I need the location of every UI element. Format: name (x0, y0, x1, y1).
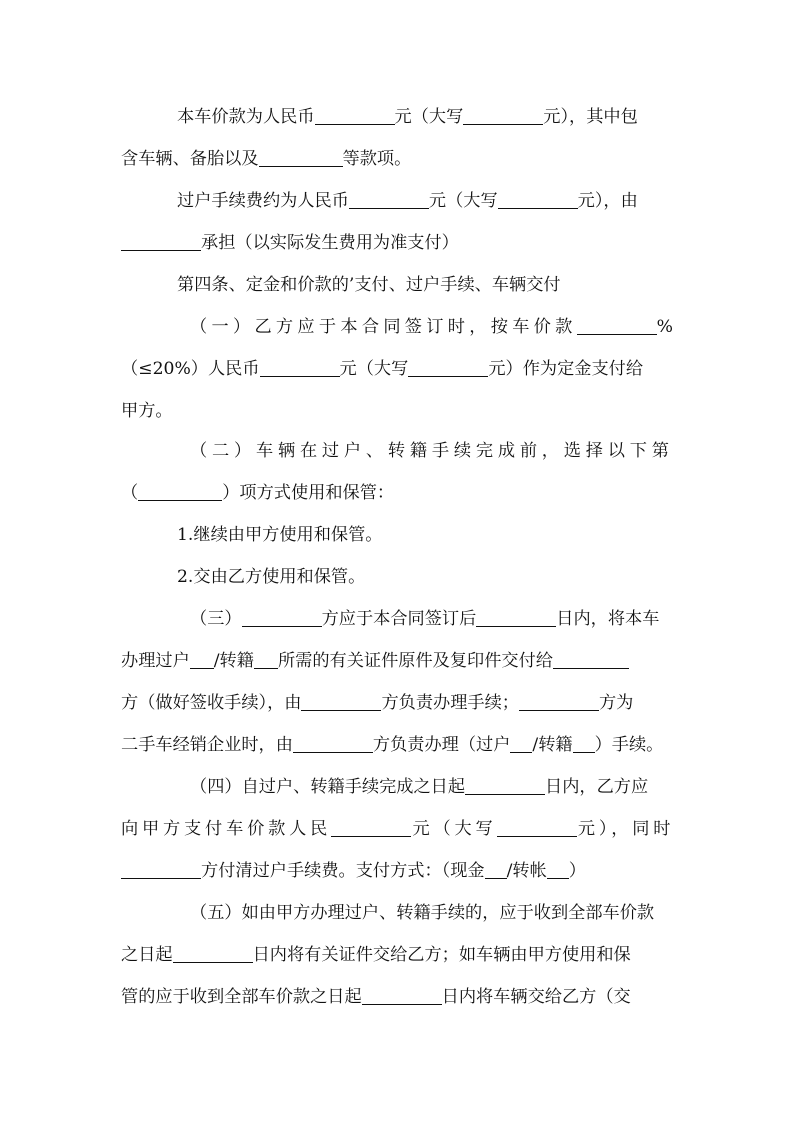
doc-line-5 (177, 273, 673, 297)
text: 元（大写 (428, 191, 498, 211)
text: 二手车经销企业时，由 (121, 735, 293, 755)
doc-line-4 (121, 231, 673, 255)
blank-field[interactable] (408, 358, 488, 377)
doc-line-14 (121, 649, 673, 673)
doc-line-10 (121, 481, 673, 505)
text: （ (121, 483, 139, 503)
doc-line-16 (121, 733, 673, 757)
text: /转籍 (532, 735, 573, 755)
text: 甲方。 (121, 401, 173, 421)
blank-field[interactable] (463, 106, 543, 125)
text: （四）自过户、转籍手续完成之日起 (190, 777, 466, 797)
blank-field[interactable] (553, 650, 629, 669)
blank-field[interactable] (121, 860, 201, 879)
text: （五）如由甲方办理过户、转籍手续的，应于收到全部车价款 (190, 903, 655, 923)
doc-line-15 (121, 691, 673, 715)
doc-line-6 (190, 315, 673, 339)
text: % (656, 317, 673, 337)
text: 方应于本合同签订后 (321, 609, 477, 629)
doc-line-19 (121, 859, 673, 883)
blank-field[interactable] (485, 860, 507, 879)
text: 元）作为定金支付给 (488, 359, 644, 379)
doc-line-3 (177, 189, 673, 213)
blank-field[interactable] (259, 148, 343, 167)
blank-field[interactable] (497, 818, 577, 837)
text: /转帐 (506, 861, 547, 881)
blank-field[interactable] (315, 106, 395, 125)
blank-field[interactable] (260, 358, 340, 377)
doc-line-12 (177, 565, 673, 589)
text: 元（大写 (411, 819, 497, 839)
blank-field[interactable] (173, 944, 253, 963)
blank-field[interactable] (242, 608, 322, 627)
text: 本车价款为人民币 (177, 107, 315, 127)
blank-field[interactable] (138, 482, 222, 501)
text: 管的应于收到全部车价款之日起 (121, 987, 362, 1007)
text: 元），由 (577, 191, 638, 211)
text: （二）车辆在过户、转籍手续完成前，选择以下第 (190, 441, 674, 461)
text: 含车辆、备胎以及 (121, 149, 259, 169)
blank-field[interactable] (301, 692, 381, 711)
text: 之日起 (121, 945, 173, 965)
text: （三） (190, 609, 242, 629)
text: 元（大写 (339, 359, 409, 379)
text: 方（做好签收手续），由 (121, 693, 302, 713)
blank-field[interactable] (476, 608, 556, 627)
blank-field[interactable] (577, 316, 657, 335)
text: ）项方式使用和保管： (222, 483, 395, 503)
doc-line-2 (121, 147, 673, 171)
text: 方负责办理（过户 (372, 735, 511, 755)
text: （一）乙方应于本合同签订时，按车价款 (190, 317, 577, 337)
text: /转籍 (213, 651, 254, 671)
doc-line-7 (121, 357, 673, 381)
blank-field[interactable] (349, 190, 429, 209)
blank-field[interactable] (498, 190, 578, 209)
blank-field[interactable] (510, 734, 532, 753)
text: （≤20%）人民币 (121, 359, 260, 379)
text: 方为 (598, 693, 634, 713)
doc-line-9 (190, 439, 673, 463)
text: ）手续。 (594, 735, 664, 755)
text: 方负责办理手续； (381, 693, 519, 713)
text: 所需的有关证件原件及复印件交付给 (277, 651, 553, 671)
blank-field[interactable] (121, 232, 201, 251)
blank-field[interactable] (254, 650, 278, 669)
blank-field[interactable] (519, 692, 599, 711)
blank-field[interactable] (190, 650, 214, 669)
text: 日内将有关证件交给乙方；如车辆由甲方使用和保 (252, 945, 631, 965)
text: 方付清过户手续费。支付方式：（现金 (201, 861, 485, 881)
blank-field[interactable] (547, 860, 569, 879)
blank-field[interactable] (573, 734, 595, 753)
blank-field[interactable] (465, 776, 545, 795)
text: 元），同时 (576, 819, 673, 839)
doc-line-22 (121, 985, 673, 1009)
text: 日内将车辆交给乙方（交 (441, 987, 631, 1007)
text: 元（大写 (394, 107, 464, 127)
doc-line-20 (190, 901, 673, 925)
doc-line-18 (121, 817, 673, 841)
text: 日内，将本车 (556, 609, 660, 629)
text: 等款项。 (342, 149, 412, 169)
blank-field[interactable] (293, 734, 373, 753)
doc-line-13 (190, 607, 673, 631)
doc-line-11 (177, 523, 673, 547)
text: 办理过户 (121, 651, 190, 671)
doc-line-21 (121, 943, 673, 967)
text: 向甲方支付车价款人民 (121, 819, 332, 839)
doc-line-8 (121, 399, 673, 423)
text: 元），其中包 (543, 107, 638, 127)
doc-line-17 (190, 775, 673, 799)
blank-field[interactable] (331, 818, 411, 837)
section-heading: 第四条、定金和价款的’支付、过户手续、车辆交付 (177, 275, 561, 295)
blank-field[interactable] (362, 986, 442, 1005)
text: ） (568, 861, 586, 881)
text: 承担（以实际发生费用为准支付） (201, 233, 459, 253)
text: 过户手续费约为人民币 (177, 191, 349, 211)
option-1: 1.继续由甲方使用和保管。 (177, 525, 383, 545)
doc-line-1 (177, 105, 673, 129)
text: 日内，乙方应 (545, 777, 649, 797)
option-2: 2.交由乙方使用和保管。 (177, 567, 366, 587)
